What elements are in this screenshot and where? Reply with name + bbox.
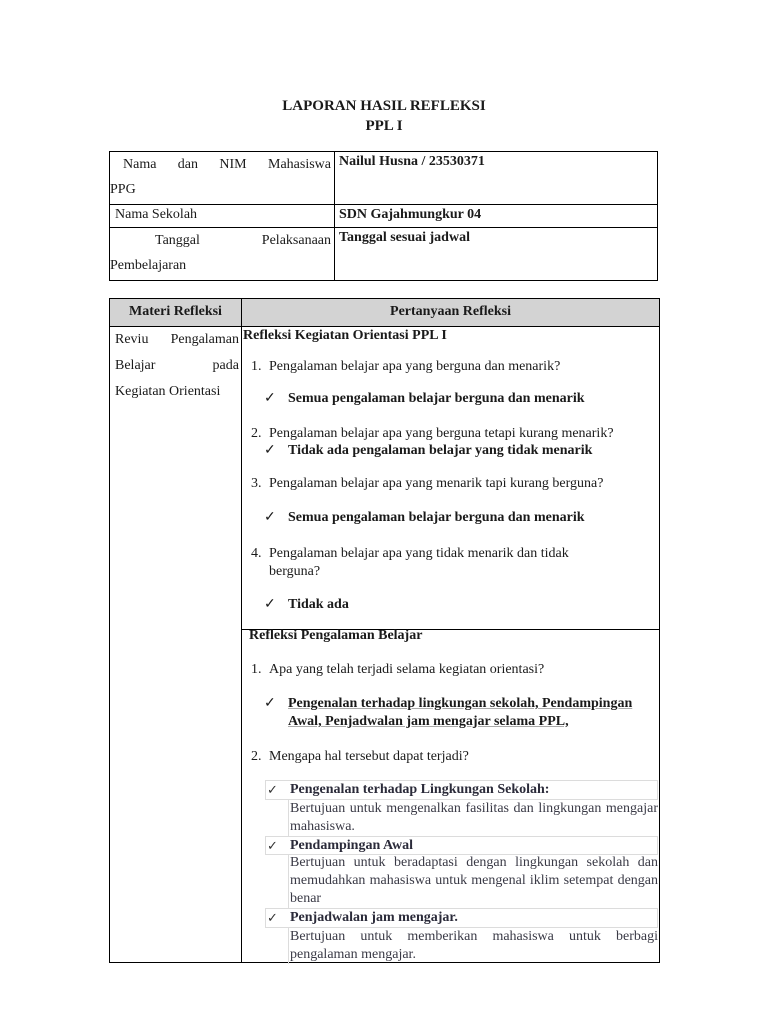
identity-value-date: Tanggal sesuai jadwal bbox=[335, 228, 658, 281]
identity-row-name bbox=[110, 152, 658, 205]
column-header-pertanyaan: Pertanyaan Refleksi bbox=[390, 304, 511, 319]
question-item bbox=[251, 545, 589, 581]
check-icon: ✓ bbox=[267, 838, 278, 853]
reason-item bbox=[265, 780, 658, 800]
check-icon: ✓ bbox=[267, 910, 278, 925]
answer-text-inner: Pengenalan terhadap lingkungan sekolah, Pendampingan Awal, Penjadwalan jam mengajar selama PPL, bbox=[288, 696, 633, 729]
answer-item bbox=[264, 695, 657, 731]
answer-text: Tidak ada bbox=[288, 597, 349, 612]
answer-item bbox=[264, 442, 657, 460]
identity-label-school: Nama Sekolah bbox=[110, 205, 335, 228]
check-icon: ✓ bbox=[264, 597, 276, 612]
question-text: Mengapa hal tersebut dapat terjadi? bbox=[269, 749, 469, 764]
materi-cell bbox=[115, 327, 239, 405]
question-number: 3. bbox=[251, 476, 262, 491]
question-number: 1. bbox=[251, 662, 262, 677]
reflection-table bbox=[109, 298, 660, 963]
check-icon: ✓ bbox=[264, 696, 276, 711]
question-number: 4. bbox=[251, 546, 262, 561]
identity-label-cell bbox=[110, 228, 335, 281]
identity-label-line: PPG bbox=[110, 182, 136, 197]
answer-item bbox=[264, 509, 657, 527]
reason-title: Pendampingan Awal bbox=[290, 838, 414, 853]
column-header-materi: Materi Refleksi bbox=[129, 304, 222, 319]
report-subtitle: PPL I bbox=[365, 118, 403, 134]
check-icon: ✓ bbox=[264, 443, 276, 458]
identity-label-line: Nama dan NIM Mahasiswa bbox=[123, 157, 331, 172]
identity-table bbox=[109, 151, 658, 281]
materi-line: Belajar pada bbox=[115, 358, 239, 373]
answer-item bbox=[264, 390, 657, 408]
reason-title: Pengenalan terhadap Lingkungan Sekolah: bbox=[290, 782, 550, 797]
question-item bbox=[251, 358, 649, 376]
check-icon: ✓ bbox=[264, 510, 276, 525]
question-text: Pengalaman belajar apa yang berguna dan menarik? bbox=[269, 359, 561, 374]
identity-value-school: SDN Gajahmungkur 04 bbox=[335, 205, 658, 228]
section-title-pengalaman: Refleksi Pengalaman Belajar bbox=[249, 628, 423, 643]
identity-row-school bbox=[110, 205, 658, 228]
answer-item bbox=[264, 596, 657, 614]
questions-area bbox=[243, 299, 659, 962]
check-icon: ✓ bbox=[267, 782, 278, 797]
materi-line: Reviu Pengalaman bbox=[115, 332, 239, 347]
question-item bbox=[251, 425, 649, 443]
question-item bbox=[251, 748, 649, 766]
question-item bbox=[251, 661, 649, 679]
reason-item bbox=[265, 836, 658, 855]
identity-row-date bbox=[110, 228, 658, 281]
reason-title: Penjadwalan jam mengajar. bbox=[290, 910, 458, 925]
section-title-orientasi: Refleksi Kegiatan Orientasi PPL I bbox=[243, 328, 447, 343]
identity-label-line: Pembelajaran bbox=[110, 258, 187, 273]
check-icon: ✓ bbox=[264, 391, 276, 406]
column-divider bbox=[241, 299, 242, 962]
question-number: 2. bbox=[251, 426, 262, 441]
reason-description: Bertujuan untuk mengenalkan fasilitas dan lingkungan mengajar mahasiswa. bbox=[290, 801, 658, 834]
reason-item bbox=[265, 908, 658, 928]
identity-value-name: Nailul Husna / 23530371 bbox=[335, 152, 658, 205]
question-number: 2. bbox=[251, 749, 262, 764]
answer-text: Semua pengalaman belajar berguna dan menarik bbox=[288, 391, 585, 406]
question-item bbox=[251, 475, 649, 493]
identity-label-line: Tanggal Pelaksanaan bbox=[155, 233, 331, 248]
identity-label-cell bbox=[110, 152, 335, 205]
answer-text bbox=[288, 695, 657, 731]
answer-text: Semua pengalaman belajar berguna dan menarik bbox=[288, 510, 585, 525]
materi-line: Kegiatan Orientasi bbox=[115, 384, 221, 399]
answer-text: Tidak ada pengalaman belajar yang tidak menarik bbox=[288, 443, 593, 458]
question-text: Pengalaman belajar apa yang tidak menarik dan tidak berguna? bbox=[269, 546, 569, 579]
question-text: Pengalaman belajar apa yang berguna tetapi kurang menarik? bbox=[269, 426, 614, 441]
question-number: 1. bbox=[251, 359, 262, 374]
reason-description: Bertujuan untuk memberikan mahasiswa untuk berbagi pengalaman mengajar. bbox=[290, 929, 658, 962]
report-title: LAPORAN HASIL REFLEKSI bbox=[282, 98, 486, 114]
question-text: Pengalaman belajar apa yang menarik tapi kurang berguna? bbox=[269, 476, 604, 491]
question-text: Apa yang telah terjadi selama kegiatan orientasi? bbox=[269, 662, 545, 677]
reason-description: Bertujuan untuk beradaptasi dengan lingkungan sekolah dan memudahkan mahasiswa untuk mengenal iklim setempat dengan benar bbox=[290, 855, 658, 906]
